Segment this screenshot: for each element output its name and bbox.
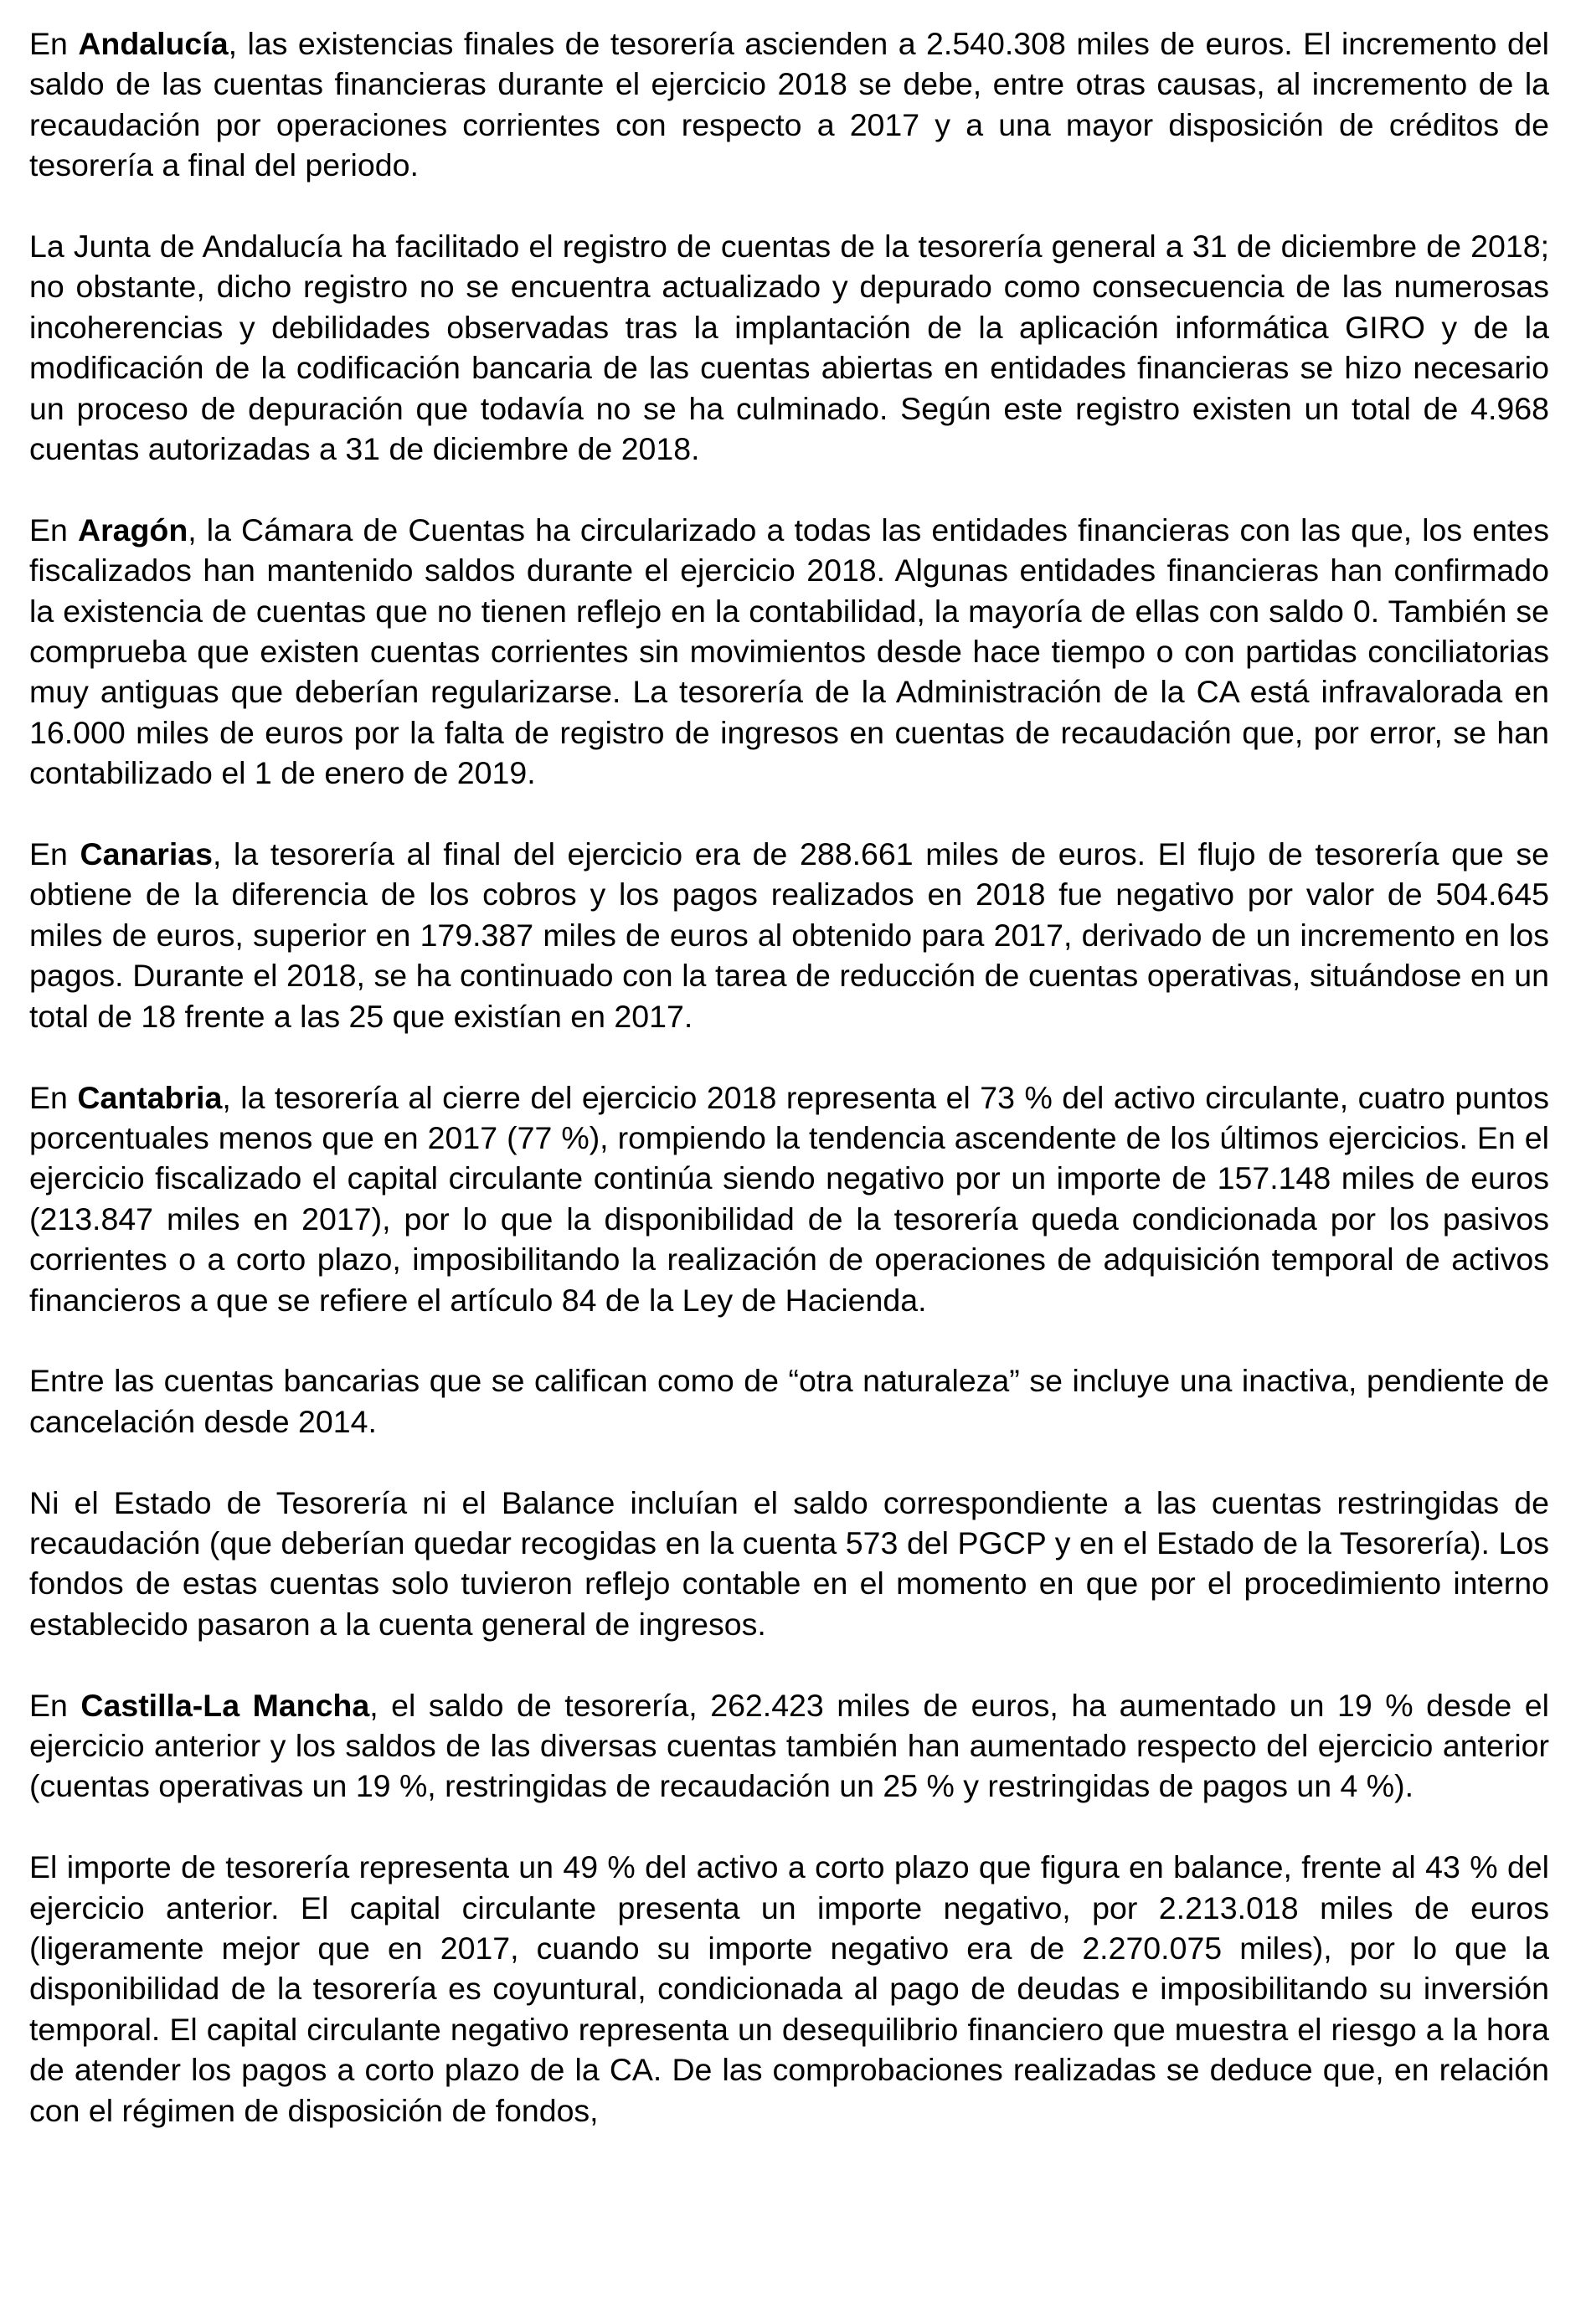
paragraph-body: El importe de tesorería representa un 49 % del activo a corto plazo que figura en balance, frente al 43 % del ejercicio anterior. El capital circulante presenta un importe negativo, por 2.213.018 miles de euros (ligeramente mejor que en 2017, cuando su importe negativo era de 2.270.075 miles), por lo que la disponibilidad de la tesorería es coyuntural, condicionada al pago de deudas e imposibilitando su inversión temporal. El capital circulante negativo representa un desequilibrio financiero que muestra el riesgo a la hora de atender los pagos a corto plazo de la CA. De las comprobaciones realizadas se deduce que, en relación con el régimen de disposición de fondos,	[29, 1849, 1549, 2128]
paragraph-body: Ni el Estado de Tesorería ni el Balance incluían el saldo correspondiente a las cuentas restringidas de recaudación (que deberían quedar recogidas en la cuenta 573 del PGCP y en el Estado de la Tesorería). Los fondos de estas cuentas solo tuvieron reflejo contable en el momento en que por el procedimiento interno establecido pasaron a la cuenta general de ingresos.	[29, 1484, 1549, 1642]
paragraph-body: La Junta de Andalucía ha facilitado el registro de cuentas de la tesorería general a 31 de diciembre de 2018; no obstante, dicho registro no se encuentra actualizado y depurado como consecuencia de las numerosas incoherencias y debilidades observadas tras la implantación de la aplicación informática GIRO y de la modificación de la codificación bancaria de las cuentas abiertas en entidades financieras se hizo necesario un proceso de depuración que todavía no se ha culminado. Según este registro existen un total de 4.968 cuentas autorizadas a 31 de diciembre de 2018.	[29, 229, 1549, 467]
paragraph-body: , la Cámara de Cuentas ha circularizado a todas las entidades financieras con las que, los entes fiscalizados han mantenido saldos durante el ejercicio 2018. Algunas entidades financieras han confirmado la existencia de cuentas que no tienen reflejo en la contabilidad, la mayoría de ellas con saldo 0. También se comprueba que existen cuentas corrientes sin movimientos desde hace tiempo o con partidas conciliatorias muy antiguas que deberían regularizarse. La tesorería de la Administración de la CA está infravalorada en 16.000 miles de euros por la falta de registro de ingresos en cuentas de recaudación que, por error, se han contabilizado el 1 de enero de 2019.	[29, 512, 1550, 791]
paragraph-lead: En	[29, 512, 78, 548]
paragraph-andalucia	[29, 23, 1549, 186]
region-name-canarias: Canarias	[80, 836, 213, 872]
paragraph-otra-naturaleza	[29, 1360, 1549, 1442]
paragraph-canarias	[29, 834, 1549, 1036]
paragraph-lead: En	[29, 26, 79, 61]
paragraph-cantabria	[29, 1077, 1549, 1320]
paragraph-importe-tesoreria	[29, 1847, 1549, 2131]
paragraph-lead: En	[29, 1079, 78, 1115]
paragraph-body: Entre las cuentas bancarias que se califican como de “otra naturaleza” se incluye una inactiva, pendiente de cancelación desde 2014.	[29, 1363, 1549, 1439]
region-name-andalucia: Andalucía	[78, 26, 229, 61]
paragraph-body: , la tesorería al cierre del ejercicio 2018 representa el 73 % del activo circulante, cuatro puntos porcentuales menos que en 2017 (77 %), rompiendo la tendencia ascendente de los últimos ejercicios. En el ejercicio fiscalizado el capital circulante continúa siendo negativo por un importe de 157.148 miles de euros (213.847 miles en 2017), por lo que la disponibilidad de la tesorería queda condicionada por los pasivos corrientes o a corto plazo, imposibilitando la realización de operaciones de adquisición temporal de activos financieros a que se refiere el artículo 84 de la Ley de Hacienda.	[29, 1079, 1549, 1318]
region-name-castilla-la-mancha: Castilla-La Mancha	[80, 1687, 370, 1723]
paragraph-castilla-la-mancha	[29, 1685, 1549, 1807]
paragraph-estado-tesoreria	[29, 1483, 1549, 1645]
paragraph-body: , las existencias finales de tesorería ascienden a 2.540.308 miles de euros. El incremento del saldo de las cuentas financieras durante el ejercicio 2018 se debe, entre otras causas, al incremento de la recaudación por operaciones corrientes con respecto a 2017 y a una mayor disposición de créditos de tesorería a final del periodo.	[29, 26, 1549, 183]
paragraph-body: , el saldo de tesorería, 262.423 miles de euros, ha aumentado un 19 % desde el ejercicio anterior y los saldos de las diversas cuentas también han aumentado respecto del ejercicio anterior (cuentas operativas un 19 %, restringidas de recaudación un 25 % y restringidas de pagos un 4 %).	[29, 1687, 1549, 1804]
paragraph-lead: En	[29, 1687, 81, 1723]
paragraph-body: , la tesorería al final del ejercicio era de 288.661 miles de euros. El flujo de tesorería que se obtiene de la diferencia de los cobros y los pagos realizados en 2018 fue negativo por valor de 504.645 miles de euros, superior en 179.387 miles de euros al obtenido para 2017, derivado de un incremento en los pagos. Durante el 2018, se ha continuado con la tarea de reducción de cuentas operativas, situándose en un total de 18 frente a las 25 que existían en 2017.	[29, 836, 1549, 1034]
paragraph-junta-registro	[29, 226, 1549, 469]
region-name-aragon: Aragón	[77, 512, 188, 548]
region-name-cantabria: Cantabria	[77, 1079, 223, 1115]
paragraph-aragon	[29, 510, 1549, 794]
paragraph-lead: En	[29, 836, 80, 872]
